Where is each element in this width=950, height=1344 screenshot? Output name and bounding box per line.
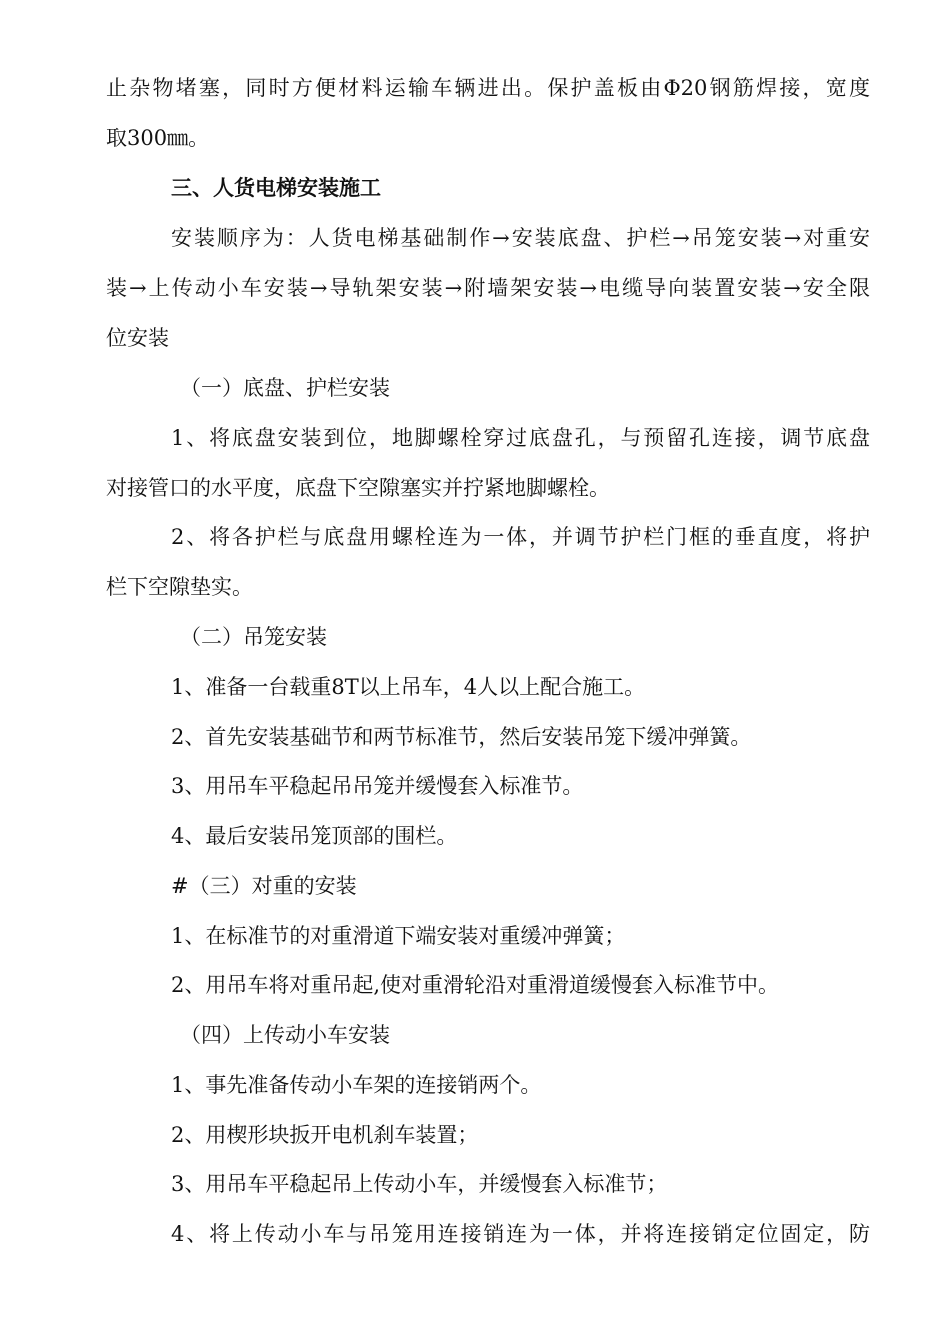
list-item: 4、将上传动小车与吊笼用连接销连为一体，并将连接销定位固定，防 (171, 1222, 870, 1246)
list-item: 3、用吊车平稳起吊上传动小车，并缓慢套入标准节； (171, 1172, 668, 1196)
list-item: 1、事先准备传动小车架的连接销两个。 (171, 1073, 542, 1097)
list-item: 3、用吊车平稳起吊吊笼并缓慢套入标准节。 (171, 774, 584, 798)
list-item: 2、用吊车将对重吊起,使对重滑轮沿对重滑道缓慢套入标准节中。 (171, 973, 780, 997)
paragraph-line: 栏下空隙垫实。 (106, 575, 253, 599)
paragraph-line: 1、将底盘安装到位，地脚螺栓穿过底盘孔，与预留孔连接，调节底盘 (171, 426, 870, 450)
paragraph-line: 取300㎜。 (106, 126, 210, 150)
paragraph-line: 安装顺序为：人货电梯基础制作→安装底盘、护栏→吊笼安装→对重安 (171, 226, 870, 250)
paragraph-line: 装→上传动小车安装→导轨架安装→附墙架安装→电缆导向装置安装→安全限 (106, 276, 870, 300)
subsection-heading: （二）吊笼安装 (180, 625, 327, 649)
list-item: 2、首先安装基础节和两节标准节，然后安装吊笼下缓冲弹簧。 (171, 725, 752, 749)
subsection-heading: #（三）对重的安装 (171, 874, 357, 898)
list-item: 4、最后安装吊笼顶部的围栏。 (171, 824, 458, 848)
paragraph-line: 止杂物堵塞，同时方便材料运输车辆进出。保护盖板由Φ20钢筋焊接，宽度 (106, 76, 870, 100)
subsection-heading: （一）底盘、护栏安装 (180, 376, 390, 400)
section-heading: 三、人货电梯安装施工 (171, 175, 381, 200)
paragraph-line: 2、将各护栏与底盘用螺栓连为一体，并调节护栏门框的垂直度，将护 (171, 525, 870, 549)
subsection-heading: （四）上传动小车安装 (180, 1023, 390, 1047)
list-item: 2、用楔形块扳开电机刹车装置； (171, 1123, 479, 1147)
list-item: 1、在标准节的对重滑道下端安装对重缓冲弹簧； (171, 924, 626, 948)
list-item: 1、准备一台载重8T以上吊车，4人以上配合施工。 (171, 675, 646, 699)
paragraph-line: 对接管口的水平度，底盘下空隙塞实并拧紧地脚螺栓。 (106, 476, 610, 500)
paragraph-line: 位安装 (106, 326, 169, 350)
